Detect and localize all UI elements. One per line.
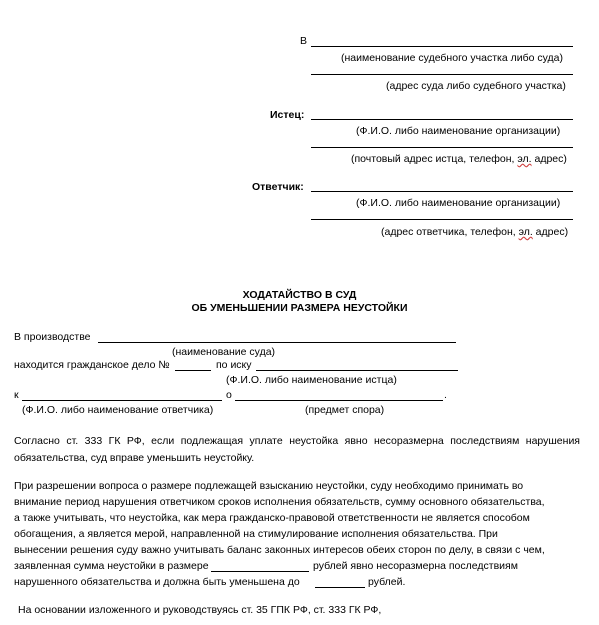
defendant-caption: (Ф.И.О. либо наименование ответчика) — [22, 404, 214, 416]
court-address-line — [311, 74, 573, 75]
plaintiff-label: Истец: — [270, 109, 305, 121]
in-production-label: В производстве — [14, 331, 91, 343]
paragraph-3: На основании изложенного и руководствуясь ст. 35 ГПК РФ, ст. 333 ГК РФ, — [18, 604, 382, 616]
p2-line-4: обогащения, а является мерой, направленной на стимулирование исполнения обязательства. При — [14, 528, 498, 540]
p2-line-1: При разрешении вопроса о размере подлежащей взысканию неустойки, суду необходимо принимать во — [14, 480, 524, 492]
k-label: к — [14, 389, 19, 401]
defendant-line — [22, 400, 222, 401]
defendant-name-caption: (Ф.И.О. либо наименование организации) — [356, 197, 561, 209]
court-name-caption: (наименование судебного участка либо суда) — [341, 52, 564, 64]
subject-caption: (предмет спора) — [305, 404, 385, 416]
plaintiff-name-caption: (Ф.И.О. либо наименование организации) — [356, 125, 561, 137]
defendant-name-line — [311, 191, 573, 192]
paragraph-1: Согласно ст. 333 ГК РФ, если подлежащая уплате неустойка явно несоразмерна последствиям нарушения обязательства, суд вправе уменьшить неустойку. — [14, 435, 580, 464]
p2-line-7b: рублей. — [368, 576, 406, 588]
plaintiff-address-caption: (почтовый адрес истца, телефон, эл. адрес) — [351, 153, 567, 165]
p2-line-6a: заявленная сумма неустойки в размере — [14, 560, 209, 572]
p2-line-2: внимание период нарушения ответчиком сроков исполнения обязательств, сумму основного обязательства, — [14, 496, 545, 508]
title-line-1: ХОДАТАЙСТВО В СУД — [242, 289, 357, 301]
intro-period: . — [444, 389, 447, 401]
court-line — [98, 342, 456, 343]
court-caption: (наименование суда) — [172, 346, 276, 358]
court-prefix: В — [300, 35, 308, 47]
plaintiff-address-line — [311, 147, 573, 148]
amount-line-1 — [211, 571, 309, 572]
p2-line-5: вынесении решения суду важно учитывать баланс законных интересов обеих сторон по делу, в связи с чем, — [14, 544, 545, 556]
defendant-address-caption: (адрес ответчика, телефон, эл. адрес) — [381, 226, 569, 238]
amount-line-2 — [315, 587, 365, 588]
case-prefix: находится гражданское дело № — [14, 359, 170, 371]
plaintiff-name-line — [311, 119, 573, 120]
defendant-label: Ответчик: — [252, 181, 304, 193]
p2-line-3: а также учитывать, что неустойка, как мера гражданско-правовой ответственности не является способом — [14, 512, 530, 524]
p2-line-6b: рублей явно несоразмерна последствиям — [313, 560, 518, 572]
plaintiff-line — [256, 370, 458, 371]
case-suffix: по иску — [216, 359, 252, 371]
p2-line-7a: нарушенного обязательства и должна быть уменьшена до — [14, 576, 300, 588]
case-number-line — [175, 370, 211, 371]
court-name-line — [311, 46, 573, 47]
plaintiff-caption: (Ф.И.О. либо наименование истца) — [226, 374, 397, 386]
title-line-2: ОБ УМЕНЬШЕНИИ РАЗМЕРА НЕУСТОЙКИ — [191, 302, 408, 314]
defendant-address-line — [311, 219, 573, 220]
subject-line — [235, 400, 443, 401]
court-address-caption: (адрес суда либо судебного участка) — [386, 80, 566, 92]
o-label: о — [226, 389, 232, 401]
